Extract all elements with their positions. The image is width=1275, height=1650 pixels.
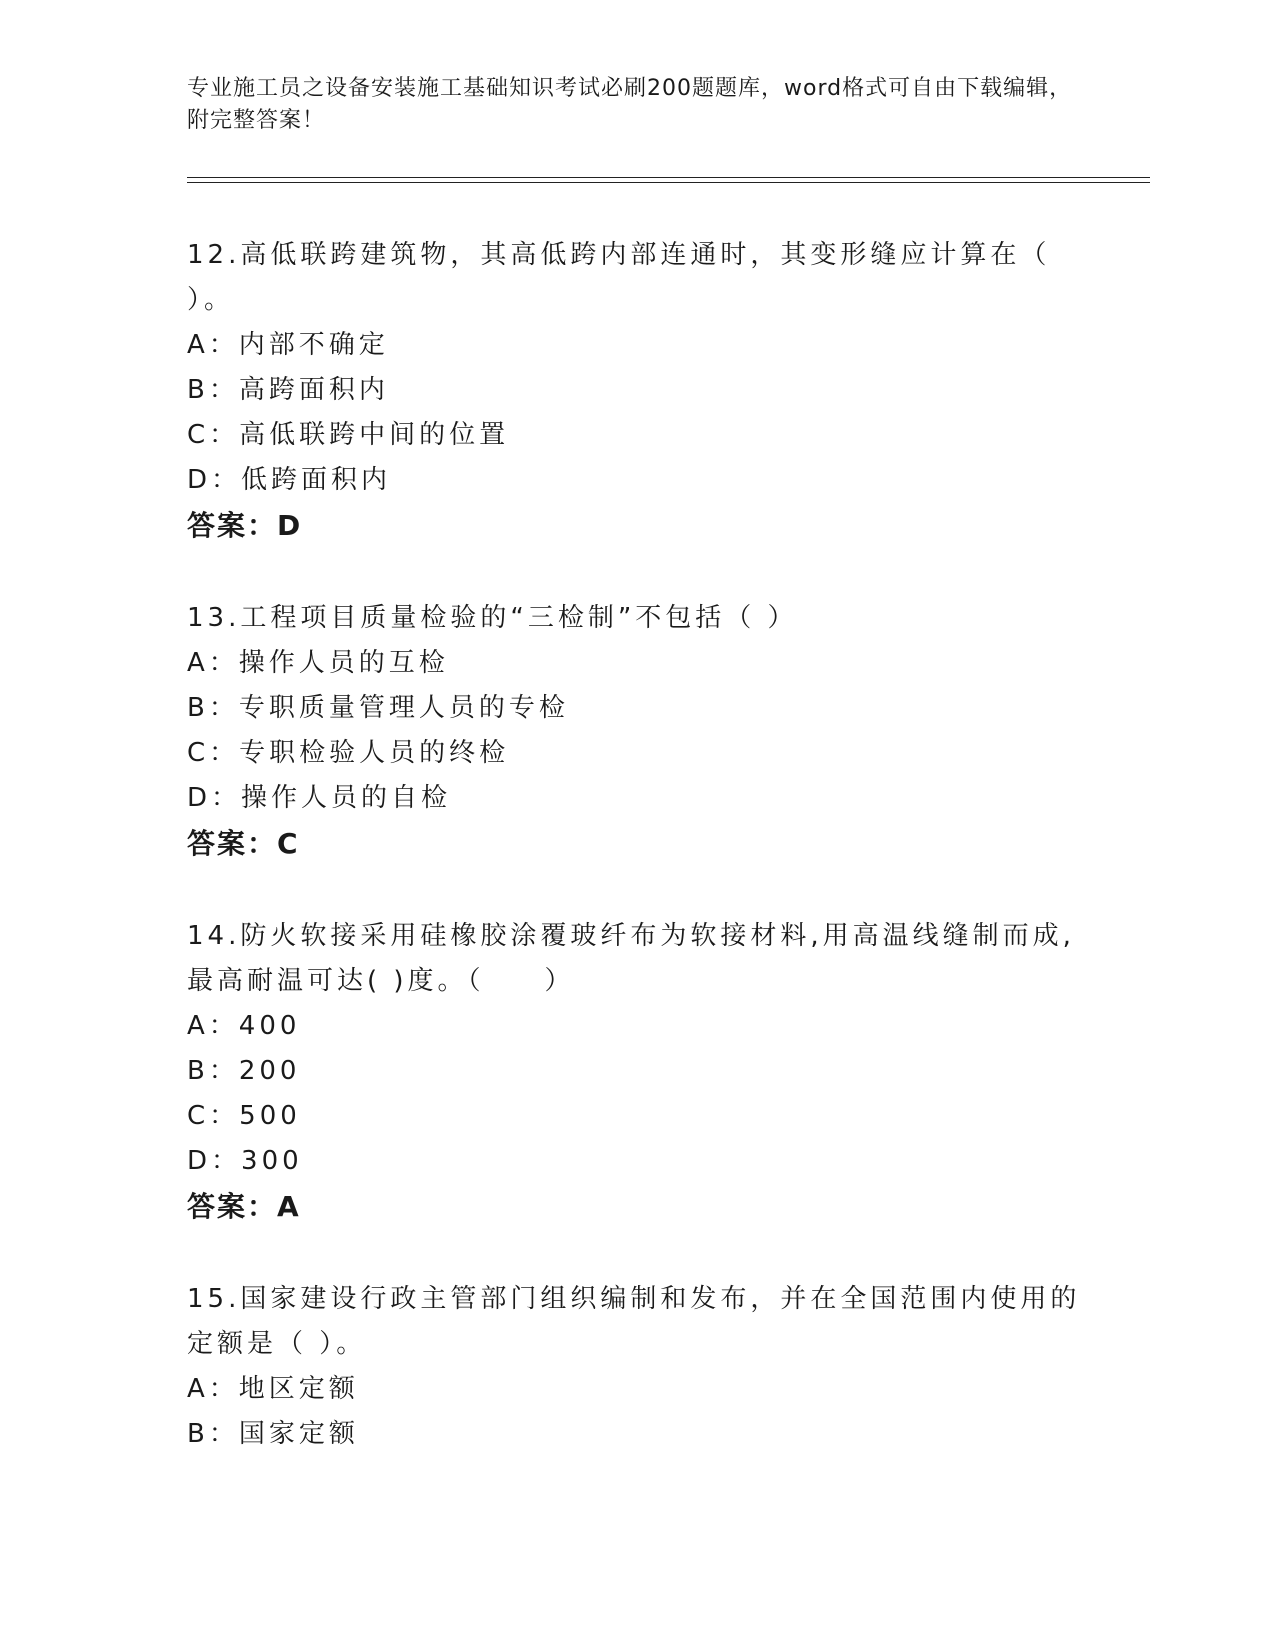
option-b: B：专职质量管理人员的专检 xyxy=(187,693,569,723)
document-header: 专业施工员之设备安装施工基础知识考试必刷200题题库，word格式可自由下载编辑，附完整答案！ xyxy=(187,76,1073,133)
option-b: B：高跨面积内 xyxy=(187,375,389,405)
answer: 答案：D xyxy=(187,509,303,542)
question-text: 15.国家建设行政主管部门组织编制和发布，并在全国范围内使用的定额是（ ）。 xyxy=(187,1284,1081,1359)
option-c: C：专职检验人员的终检 xyxy=(187,738,510,768)
option-b: B：国家定额 xyxy=(187,1419,359,1449)
option-a: A：地区定额 xyxy=(187,1374,359,1404)
option-c: C：500 xyxy=(187,1101,301,1131)
header-divider-secondary xyxy=(187,182,1150,183)
option-d: D：操作人员的自检 xyxy=(187,783,452,813)
question-text: 13.工程项目质量检验的“三检制”不包括（ ） xyxy=(187,603,798,633)
answer: 答案：A xyxy=(187,1190,301,1223)
option-a: A：操作人员的互检 xyxy=(187,648,449,678)
answer: 答案：C xyxy=(187,827,300,860)
option-a: A：内部不确定 xyxy=(187,330,389,360)
question-12 xyxy=(187,233,1087,548)
option-b: B：200 xyxy=(187,1056,301,1086)
option-c: C：高低联跨中间的位置 xyxy=(187,420,510,450)
question-15 xyxy=(187,1277,1087,1457)
option-d: D：300 xyxy=(187,1146,303,1176)
question-text: 12.高低联跨建筑物，其高低跨内部连通时，其变形缝应计算在（ ）。 xyxy=(187,240,1051,315)
question-14 xyxy=(187,914,1087,1229)
option-d: D：低跨面积内 xyxy=(187,465,392,495)
question-text: 14.防火软接采用硅橡胶涂覆玻纤布为软接材料,用高温线缝制而成,最高耐温可达( )度。（ ） xyxy=(187,921,1075,996)
question-13 xyxy=(187,596,1087,866)
header-divider xyxy=(187,177,1150,178)
option-a: A：400 xyxy=(187,1011,301,1041)
